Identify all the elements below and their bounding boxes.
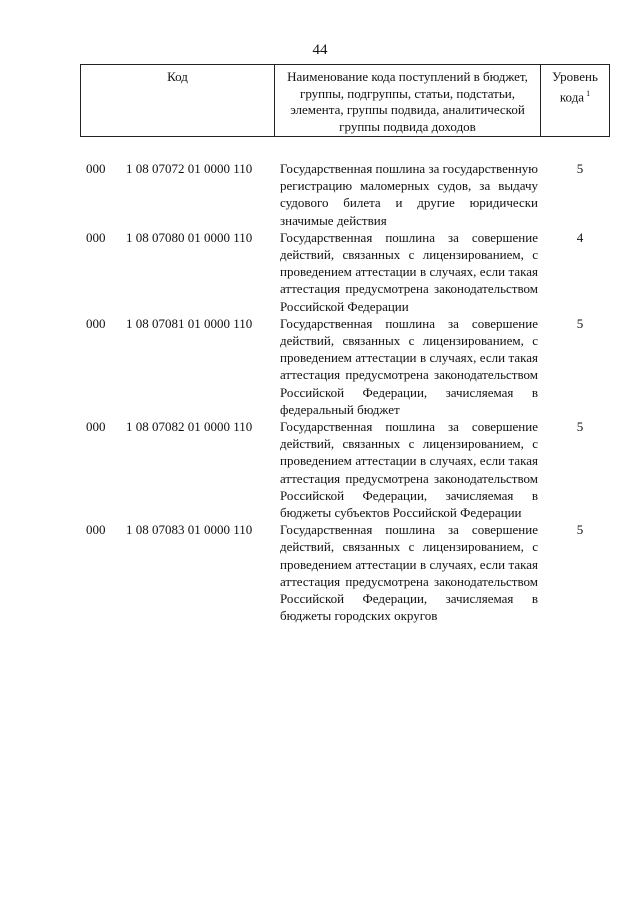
admin-code: 000: [86, 315, 106, 331]
admin-code: 000: [86, 161, 106, 176]
code-level: 5: [576, 419, 584, 435]
table-row: [80, 315, 610, 418]
revenue-code: 1 08 07082 01 0000 110: [126, 419, 253, 435]
revenue-name: Государственная пошлина за совершение действий, связанных с лицензированием, с проведением аттестации в случаях, если такая аттестация предусмотрена законодательством Российской Федерации, зачисляемая в бюджеты городских округов: [280, 522, 538, 624]
admin-code: 000: [86, 522, 106, 538]
revenue-name: Государственная пошлина за государственную регистрацию маломерных судов, за выдачу судового билета и другие юридически значимые действия: [280, 161, 539, 228]
footnote-marker: 1: [586, 88, 591, 98]
page-number: 44: [312, 42, 328, 58]
code-level: 4: [576, 229, 584, 245]
header-level: [541, 65, 609, 136]
admin-code: 000: [86, 229, 106, 245]
classification-table: [80, 64, 610, 137]
code-level: 5: [576, 315, 584, 331]
table-row: [80, 229, 610, 315]
revenue-code: 1 08 07083 01 0000 110: [126, 522, 253, 538]
code-level: 5: [576, 522, 584, 538]
header-name: Наименование кода поступлений в бюджет, группы, подгруппы, статьи, подстатьи, элемента, группы подвида, аналитической группы подвида доходов: [275, 65, 541, 136]
revenue-code: 1 08 07080 01 0000 110: [126, 229, 253, 245]
revenue-code: 1 08 07081 01 0000 110: [126, 315, 253, 331]
table-row: [80, 521, 610, 624]
header-code: Код: [81, 65, 275, 136]
revenue-name: Государственная пошлина за совершение действий, связанных с лицензированием, с проведением аттестации в случаях, если такая аттестация предусмотрена законодательством Российской Федерации, зачисляемая в бюджеты субъектов Российской Федерации: [280, 419, 538, 521]
table-body: [80, 160, 610, 624]
code-level: 5: [576, 161, 584, 176]
revenue-name: Государственная пошлина за совершение действий, связанных с лицензированием, с проведением аттестации в случаях, если такая аттестация предусмотрена законодательством Российской Федерации: [280, 229, 538, 314]
admin-code: 000: [86, 419, 106, 435]
table-row: [80, 160, 610, 229]
header-level-label: Уровень кода: [552, 69, 598, 104]
table-row: [80, 418, 610, 521]
table-header: [80, 64, 610, 137]
revenue-code: 1 08 07072 01 0000 110: [126, 161, 253, 176]
revenue-name: Государственная пошлина за совершение действий, связанных с лицензированием, с проведением аттестации в случаях, если такая аттестация предусмотрена законодательством Российской Федерации, зачисляемая в федеральный бюджет: [280, 315, 538, 417]
